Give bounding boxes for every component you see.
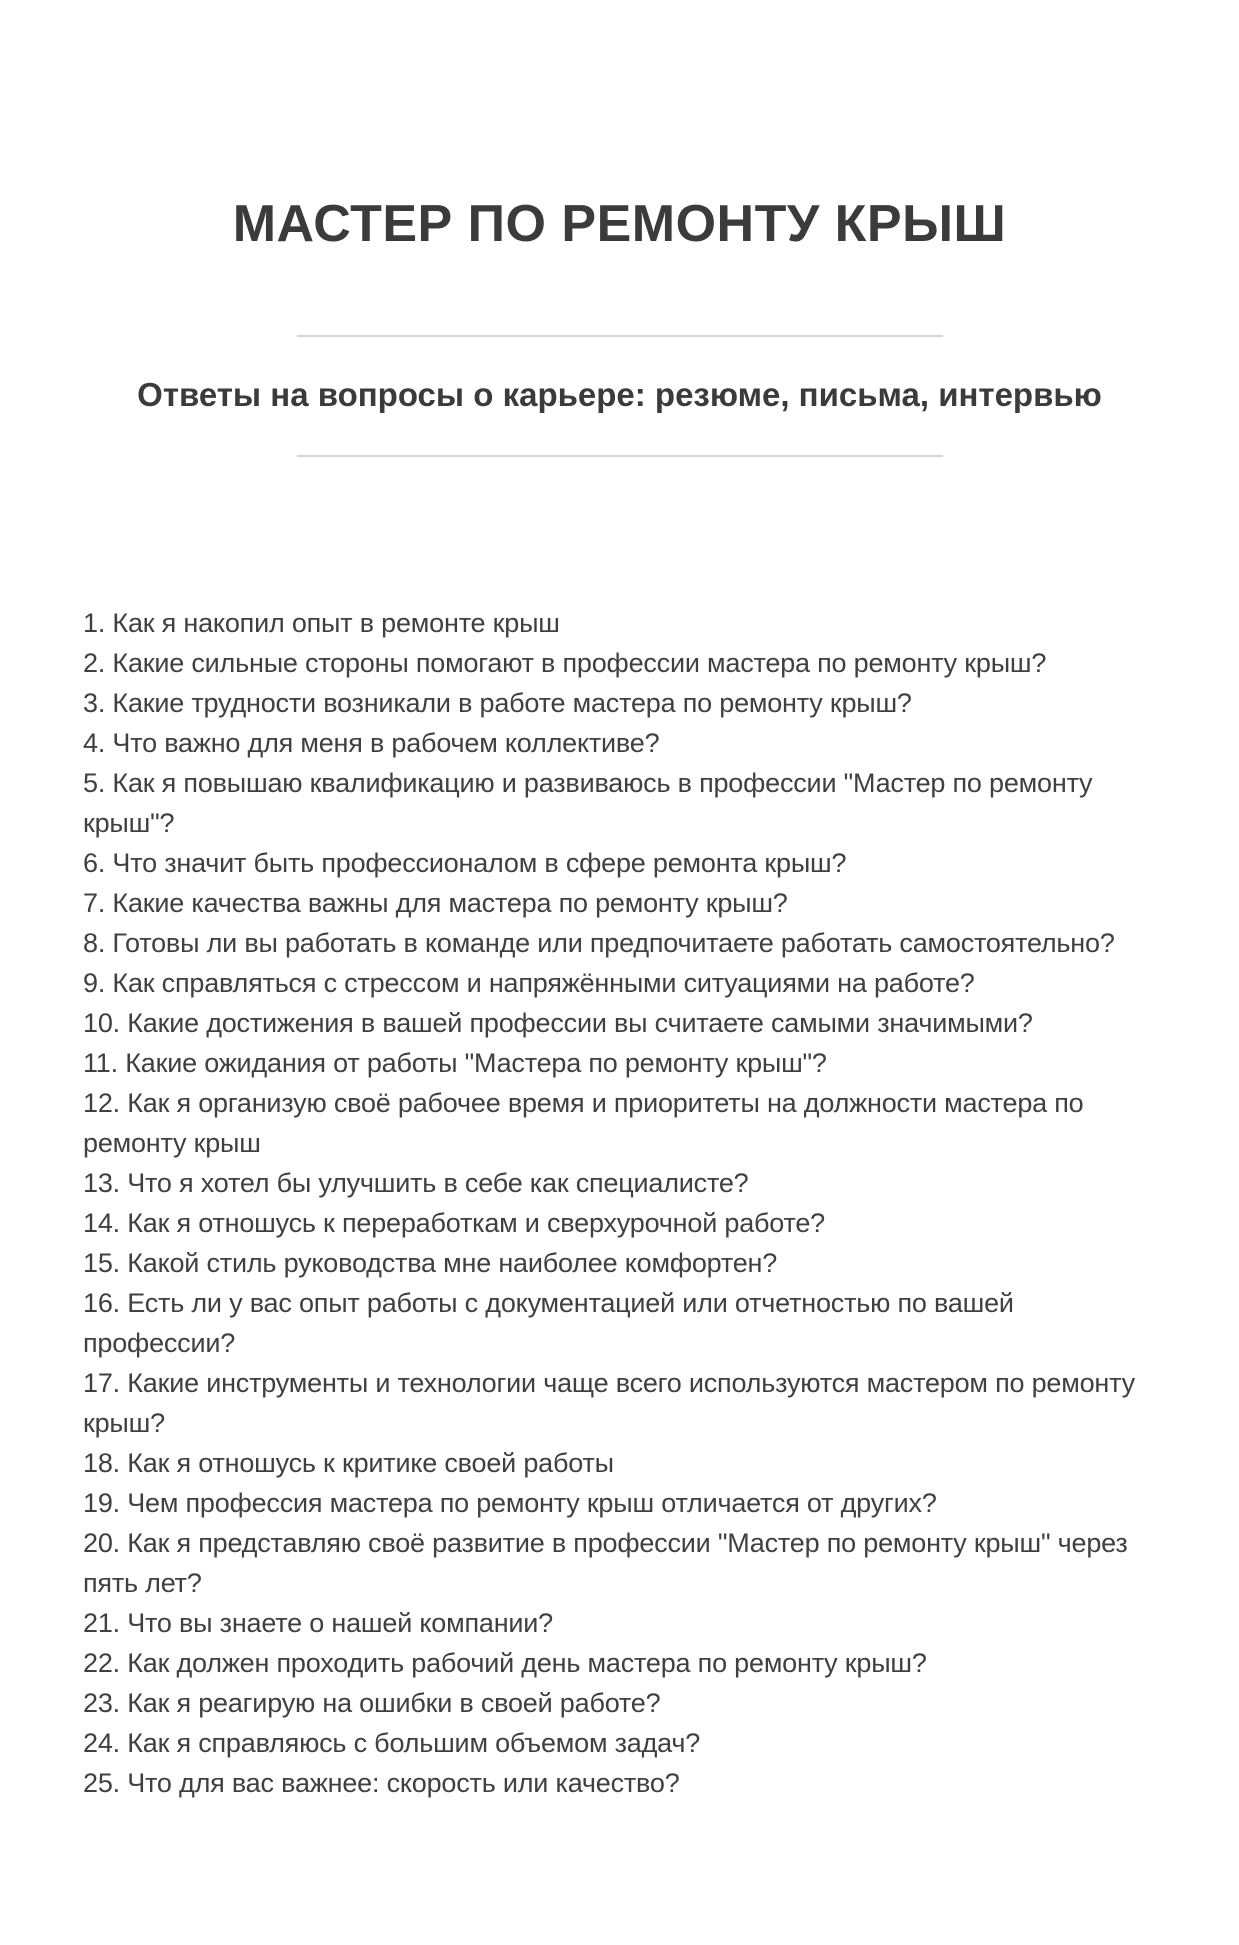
question-item: 23. Как я реагирую на ошибки в своей работе? xyxy=(83,1688,661,1718)
question-item: 2. Какие сильные стороны помогают в профессии мастера по ремонту крыш? xyxy=(83,648,1047,678)
question-item: 21. Что вы знаете о нашей компании? xyxy=(83,1608,553,1638)
question-item: 14. Как я отношусь к переработкам и сверхурочной работе? xyxy=(83,1208,825,1238)
question-item: 24. Как я справляюсь с большим объемом задач? xyxy=(83,1728,701,1758)
question-item: 8. Готовы ли вы работать в команде или предпочитаете работать самостоятельно? xyxy=(83,928,1115,958)
top-divider xyxy=(297,335,943,337)
question-item: 13. Что я хотел бы улучшить в себе как специалисте? xyxy=(83,1168,749,1198)
question-item: 18. Как я отношусь к критике своей работы xyxy=(83,1448,614,1478)
question-item: 4. Что важно для меня в рабочем коллективе? xyxy=(83,728,660,758)
question-item: 20. Как я представляю своё развитие в профессии "Мастер по ремонту крыш" через пять лет? xyxy=(83,1528,1128,1598)
question-item: 6. Что значит быть профессионалом в сфере ремонта крыш? xyxy=(83,848,847,878)
question-item: 5. Как я повышаю квалификацию и развиваюсь в профессии "Мастер по ремонту крыш"? xyxy=(83,768,1093,838)
page-title: МАСТЕР ПО РЕМОНТУ КРЫШ xyxy=(232,195,1007,253)
question-item: 12. Как я организую своё рабочее время и приоритеты на должности мастера по ремонту крыш xyxy=(83,1088,1084,1158)
question-item: 22. Как должен проходить рабочий день мастера по ремонту крыш? xyxy=(83,1648,927,1678)
question-item: 25. Что для вас важнее: скорость или качество? xyxy=(83,1768,680,1798)
question-item: 19. Чем профессия мастера по ремонту крыш отличается от других? xyxy=(83,1488,937,1518)
bottom-divider xyxy=(297,455,943,457)
question-item: 3. Какие трудности возникали в работе мастера по ремонту крыш? xyxy=(83,688,912,718)
question-item: 11. Какие ожидания от работы "Мастера по ремонту крыш"? xyxy=(83,1048,827,1078)
question-item: 15. Какой стиль руководства мне наиболее комфортен? xyxy=(83,1248,778,1278)
question-item: 1. Как я накопил опыт в ремонте крыш xyxy=(83,608,560,638)
question-item: 10. Какие достижения в вашей профессии вы считаете самыми значимыми? xyxy=(83,1008,1033,1038)
question-item: 16. Есть ли у вас опыт работы с документацией или отчетностью по вашей профессии? xyxy=(83,1288,1014,1358)
question-item: 17. Какие инструменты и технологии чаще всего используются мастером по ремонту крыш? xyxy=(83,1368,1135,1438)
question-item: 9. Как справляться с стрессом и напряжёнными ситуациями на работе? xyxy=(83,968,975,998)
question-list xyxy=(83,603,1167,1803)
page-subtitle: Ответы на вопросы о карьере: резюме, письма, интервью xyxy=(137,376,1102,413)
document-page xyxy=(0,192,1239,1945)
question-item: 7. Какие качества важны для мастера по ремонту крыш? xyxy=(83,888,788,918)
